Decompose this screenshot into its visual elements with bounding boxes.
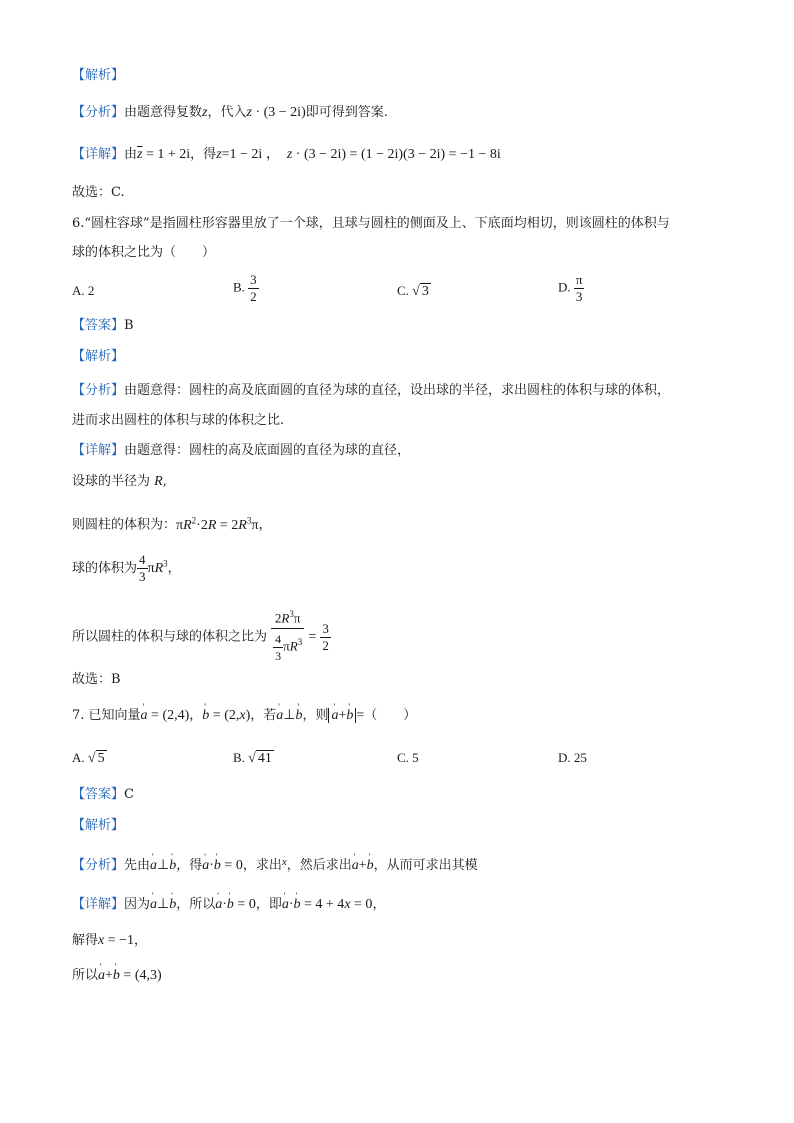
- q6-option-d: D. $\frac{\pi}{3}$: [558, 272, 583, 304]
- q6-option-c: C. √ 3: [397, 283, 429, 299]
- q6-analysis-line2: 进而求出圆柱的体积与球的体积之比.: [72, 413, 285, 428]
- q6-radius-line: 设球的半径为 R,: [72, 474, 167, 489]
- fraction-result-3-2: $\frac{3}{2}$: [322, 620, 329, 653]
- q5-jiexi-label: 【解析】: [72, 68, 125, 83]
- q7-sum: 所以' a+' b = (4,3): [72, 966, 162, 986]
- q7-answer: 【答案】C: [72, 787, 134, 802]
- q7-solve: 解得x = −1，: [72, 933, 148, 948]
- fraction-pi-3: $\frac{\pi}{3}$: [575, 272, 583, 304]
- q7-option-a: A. √ 5: [72, 750, 105, 766]
- expr-z: z=1 − 2i ， z · (3 − 2i) = (1 − 2i)(3 − 2i) = −1 − 8i: [216, 147, 501, 162]
- q7-analysis: 【分析】先由' a⊥' b，得' a·' b = 0，求出$^x$，然后求出' a+' b，从而可求出其模: [72, 852, 478, 876]
- q5-detail: 【详解】由$\overline{z} = 1 + 2i$，得z=1 − 2i ， z · (3 − 2i) = (1 − 2i)(3 − 2i) = −1 − 8i: [72, 147, 501, 162]
- fraction-4-3: $\frac{4}{3}$: [139, 552, 146, 584]
- fraction-3-2: $\frac{3}{2}$: [250, 272, 257, 304]
- q6-analysis-line1: 【分析】由题意得：圆柱的高及底面圆的直径为球的直径，设出球的半径，求出圆柱的体积与球的体积，: [72, 383, 671, 398]
- q7-option-b: B. √ 41: [233, 750, 272, 766]
- q7-option-d: D. 25: [558, 750, 587, 765]
- q6-option-b: B. $\frac{3}{2}$: [233, 272, 257, 304]
- q5-analysis: 【分析】由题意得复数z，代入z · (3 − 2i)即可得到答案.: [72, 105, 388, 120]
- q6-detail-line1: 【详解】由题意得：圆柱的高及底面圆的直径为球的直径，: [72, 443, 411, 458]
- q6-ball-volume: 球的体积为 $\frac{4}{3}$ $\pi R^3$，: [72, 552, 181, 584]
- expr-cylinder: $\pi R^2\cdot 2R = 2R^3\pi$: [176, 515, 259, 533]
- q6-ratio-line: 所以圆柱的体积与球的体积之比为 $2R^3\pi$ $\frac{4}{3}$ $\pi R^3$ = $\frac{3}{2}$: [72, 608, 331, 666]
- q7-option-c: C. 5: [397, 750, 419, 765]
- q6-answer: 【答案】B: [72, 318, 134, 333]
- q6-stem-line2: 球的体积之比为（ ）: [72, 245, 216, 260]
- sqrt-5: √ 5: [87, 751, 105, 766]
- q6-choice: 故选：B: [72, 672, 121, 687]
- q7-jiexi-label: 【解析】: [72, 818, 125, 833]
- q5-choice: 故选：C.: [72, 185, 125, 200]
- q6-jiexi-label: 【解析】: [72, 349, 125, 364]
- q7-detail: 【详解】因为' a⊥' b，所以' a·' b = 0，即' a·' b = 4 + 4x = 0，: [72, 895, 385, 915]
- expr-zbar: $\overline{z} = 1 + 2i$: [137, 147, 191, 162]
- q6-cylinder-volume: 则圆柱的体积为：$\pi R^2\cdot 2R = 2R^3\pi$，: [72, 515, 272, 533]
- sqrt-41: √ 41: [248, 751, 272, 766]
- q7-stem: 7. 已知向量' a = (2,4)，' b = (2,x)，若' a⊥' b，则 ' a+' b =（ ）: [72, 706, 416, 726]
- sqrt-3: √ 3: [412, 284, 429, 299]
- q6-option-a: A. 2: [72, 283, 95, 298]
- q6-stem-line1: 6.“圆柱容球”是指圆柱形容器里放了一个球，且球与圆柱的侧面及上、下底面均相切，则该圆柱的体积与: [72, 216, 670, 231]
- fraction-ratio: $2R^3\pi$ $\frac{4}{3}$ $\pi R^3$: [271, 606, 304, 664]
- expr-z-times: z · (3 − 2i): [246, 105, 306, 120]
